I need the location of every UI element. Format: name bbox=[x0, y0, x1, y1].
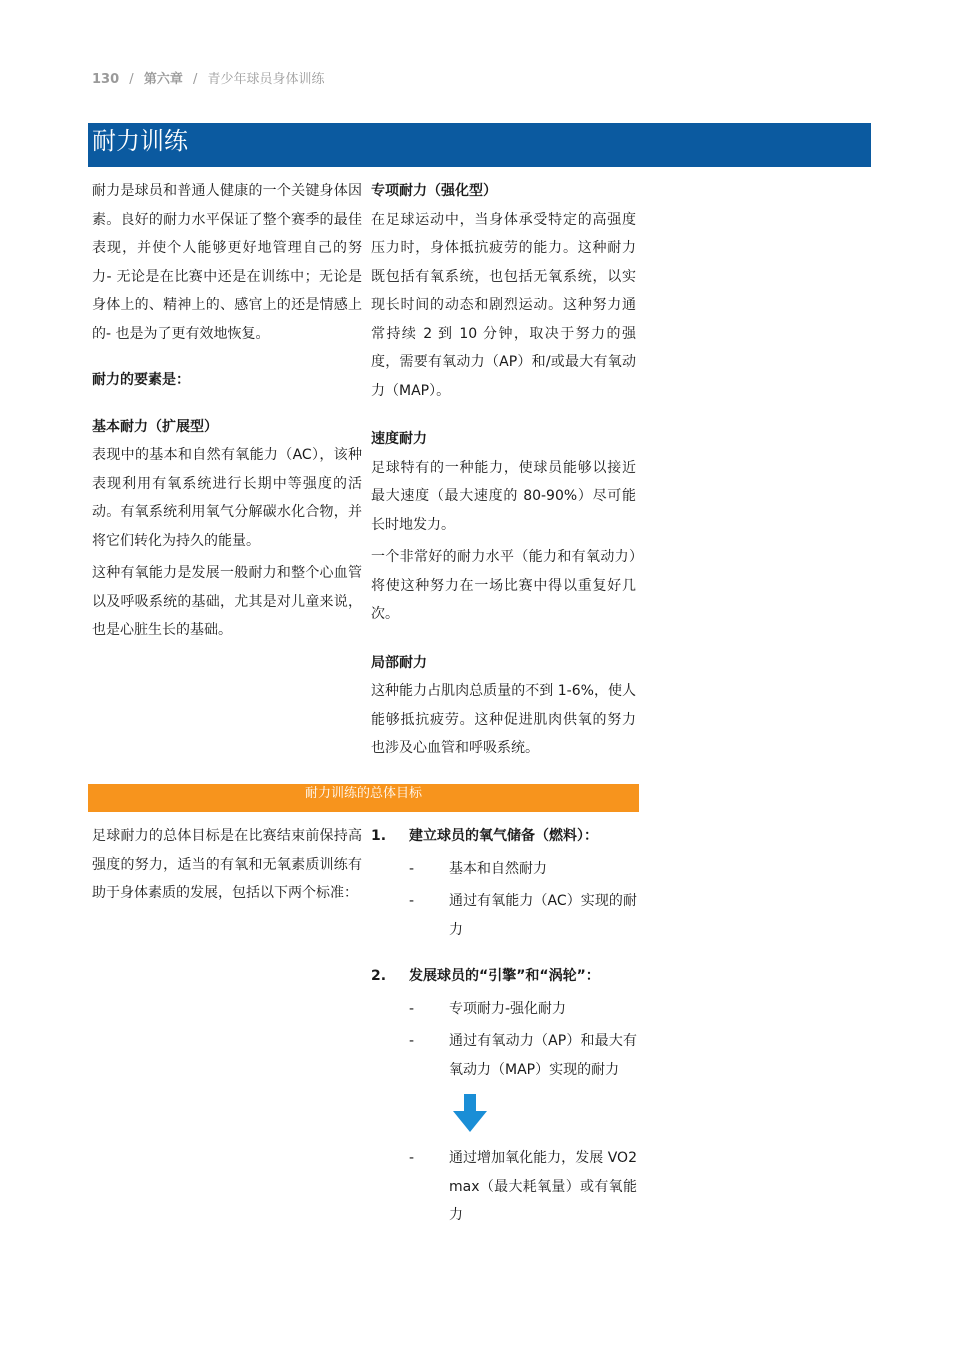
goal-item bbox=[371, 822, 637, 851]
goal-sub-text: 专项耐力-强化耐力 bbox=[449, 1000, 567, 1017]
dash-bullet: - bbox=[409, 893, 415, 909]
goal-sub-text: 通过有氧能力（AC）实现的耐力 bbox=[449, 893, 637, 938]
arrow-container bbox=[371, 1084, 637, 1140]
chapter-label: 第六章 bbox=[143, 72, 183, 87]
speed-endurance-heading: 速度耐力 bbox=[371, 431, 427, 447]
chapter-subtitle: 青少年球员身体训练 bbox=[207, 72, 325, 87]
goal-title: 建立球员的氧气储备（燃料）： bbox=[409, 828, 598, 844]
intro-paragraph: 耐力是球员和普通人健康的一个关键身体因素。良好的耐力水平保证了整个赛季的最佳表现，并使个人能够更好地管理自己的努力- 无论是在比赛中还是在训练中；无论是身体上的、精神上的、感官上的还是情感上的- 也是为了更有效地恢复。 bbox=[92, 183, 362, 342]
right-column bbox=[371, 177, 636, 763]
goal-sub-item bbox=[371, 887, 637, 944]
goal-number: 1. bbox=[371, 828, 387, 844]
elements-heading: 耐力的要素是： bbox=[92, 372, 190, 388]
goal-sub-text: 通过有氧动力（AP）和最大有氧动力（MAP）实现的耐力 bbox=[449, 1033, 637, 1078]
header-separator: / bbox=[129, 72, 134, 87]
goals-section-bar: 耐力训练的总体目标 bbox=[88, 784, 639, 812]
section-title: 耐力训练 bbox=[92, 127, 188, 155]
basic-endurance-heading: 基本耐力（扩展型） bbox=[92, 418, 218, 435]
section-title-bar bbox=[88, 123, 871, 167]
speed-endurance-paragraph: 足球特有的一种能力，使球员能够以接近最大速度（最大速度的 80-90%）尽可能长时地发力。 bbox=[371, 459, 636, 533]
header-separator: / bbox=[192, 72, 198, 87]
basic-endurance-paragraph: 表现中的基本和自然有氧能力（AC），该种表现利用有氧系统进行长期中等强度的活动。有氧系统利用氧气分解碳水化合物，并将它们转化为持久的能量。 bbox=[92, 447, 362, 549]
local-endurance-paragraph: 这种能力占肌肉总质量的不到 1-6%，使人能够抵抗疲劳。这种促进肌肉供氧的努力也涉及心血管和呼吸系统。 bbox=[371, 683, 636, 756]
goal-sub-text: 基本和自然耐力 bbox=[449, 860, 547, 877]
left-column bbox=[92, 177, 362, 645]
dash-bullet: - bbox=[409, 1033, 415, 1049]
special-endurance-heading: 专项耐力（强化型） bbox=[371, 183, 497, 199]
running-header bbox=[92, 68, 325, 87]
speed-endurance-paragraph-2: 一个非常好的耐力水平（能力和有氧动力）将使这种努力在一场比赛中得以重复好几次。 bbox=[371, 549, 636, 622]
local-endurance-heading: 局部耐力 bbox=[371, 654, 427, 671]
dash-bullet: - bbox=[409, 1150, 415, 1166]
goal-sub-item bbox=[371, 1144, 637, 1230]
goal-title: 发展球员的“引擎”和“涡轮”： bbox=[409, 968, 600, 984]
dash-bullet: - bbox=[409, 1000, 415, 1017]
goals-intro-column bbox=[92, 822, 362, 908]
special-endurance-paragraph: 在足球运动中，当身体承受特定的高强度压力时，身体抵抗疲劳的能力。这种耐力既包括有氧系统，也包括无氧系统，以实现长时间的动态和剧烈运动。这种努力通常持续 2 到 10 分钟，取决于努力的强度，需要有氧动力（AP）和/或最大有氧动力（MAP）。 bbox=[371, 211, 636, 399]
down-arrow-icon bbox=[453, 1094, 487, 1132]
goal-sub-item bbox=[371, 855, 637, 884]
goal-sub-text: 通过增加氧化能力，发展 VO2 max（最大耗氧量）或有氧能力 bbox=[449, 1150, 637, 1223]
goal-item bbox=[371, 962, 637, 991]
basic-endurance-paragraph-2: 这种有氧能力是发展一般耐力和整个心血管以及呼吸系统的基础，尤其是对儿童来说，也是心脏生长的基础。 bbox=[92, 565, 362, 638]
goals-intro-paragraph: 足球耐力的总体目标是在比赛结束前保持高强度的努力，适当的有氧和无氧素质训练有助于身体素质的发展，包括以下两个标准： bbox=[92, 828, 362, 901]
goal-sub-item bbox=[371, 995, 637, 1024]
goal-number: 2. bbox=[371, 968, 387, 984]
dash-bullet: - bbox=[409, 860, 415, 877]
page-number: 130 bbox=[92, 72, 120, 87]
goal-sub-item bbox=[371, 1027, 637, 1084]
goals-list bbox=[371, 822, 637, 1230]
